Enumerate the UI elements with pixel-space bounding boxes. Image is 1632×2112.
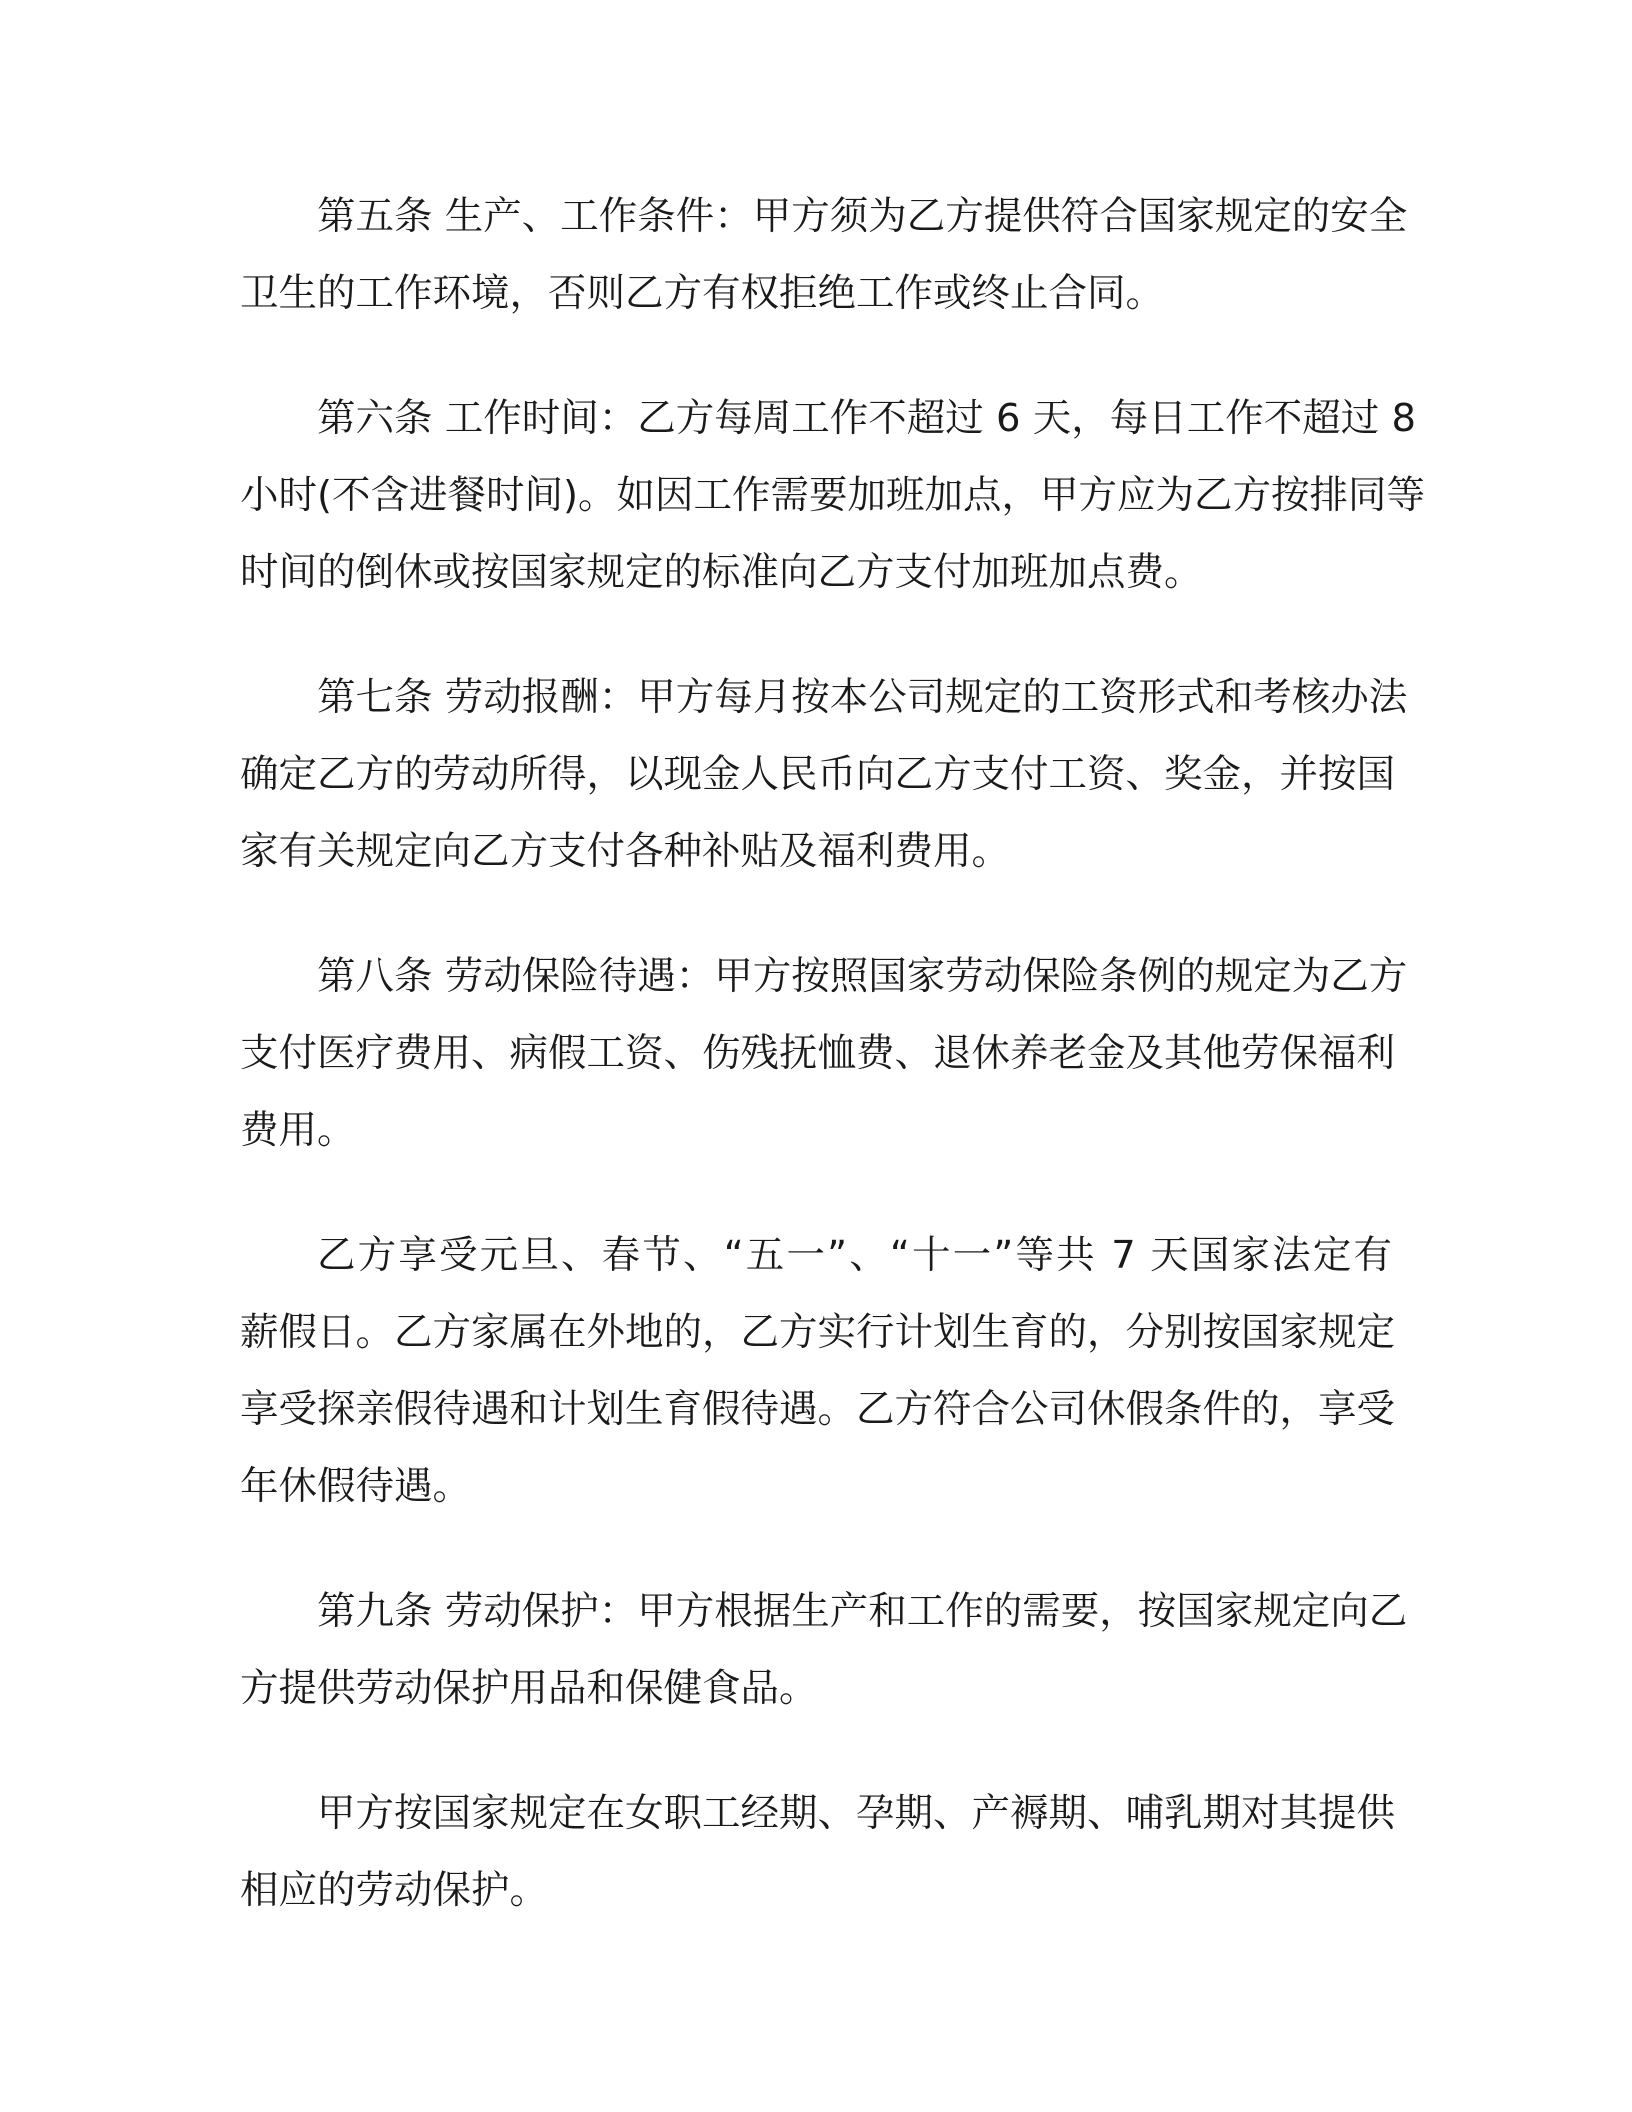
paragraph-article-9 <box>240 1573 1408 1727</box>
text-line: 甲方按国家规定在女职工经期、孕期、产褥期、哺乳期对其提供 <box>317 1791 1396 1836</box>
text-line: 支付医疗费用、病假工资、伤残抚恤费、退休养老金及其他劳保福利 <box>240 1031 1396 1076</box>
text-line: 第八条 劳动保险待遇：甲方按照国家劳动保险条例的规定为乙方 <box>317 954 1408 999</box>
text-line: 卫生的工作环境，否则乙方有权拒绝工作或终止合同。 <box>240 271 1165 316</box>
text-line: 薪假日。乙方家属在外地的，乙方实行计划生育的，分别按国家规定 <box>240 1310 1396 1355</box>
paragraph-holidays <box>240 1217 1396 1525</box>
document-page <box>240 178 1426 1977</box>
text-line: 费用。 <box>240 1108 356 1153</box>
text-line: 享受探亲假待遇和计划生育假待遇。乙方符合公司休假条件的，享受 <box>240 1387 1396 1432</box>
text-line: 乙方享受元旦、春节、“五一”、“十一”等共 7 天国家法定有 <box>317 1233 1392 1278</box>
text-line: 小时(不含进餐时间)。如因工作需要加班加点，甲方应为乙方按排同等 <box>240 473 1426 518</box>
text-line: 家有关规定向乙方支付各种补贴及福利费用。 <box>240 829 1011 874</box>
paragraph-article-6 <box>240 380 1426 611</box>
paragraph-female-protection <box>240 1775 1396 1929</box>
text-line: 年休假待遇。 <box>240 1464 472 1509</box>
text-line: 第五条 生产、工作条件：甲方须为乙方提供符合国家规定的安全 <box>317 194 1408 239</box>
text-line: 时间的倒休或按国家规定的标准向乙方支付加班加点费。 <box>240 550 1203 595</box>
text-line: 第九条 劳动保护：甲方根据生产和工作的需要，按国家规定向乙 <box>317 1589 1408 1634</box>
text-line: 第六条 工作时间：乙方每周工作不超过 6 天，每日工作不超过 8 <box>317 396 1416 441</box>
text-line: 第七条 劳动报酬：甲方每月按本公司规定的工资形式和考核办法 <box>317 675 1408 720</box>
paragraph-article-8 <box>240 938 1408 1169</box>
paragraph-article-5 <box>240 178 1408 332</box>
text-line: 方提供劳动保护用品和保健食品。 <box>240 1666 818 1711</box>
text-line: 确定乙方的劳动所得，以现金人民币向乙方支付工资、奖金，并按国 <box>240 752 1396 797</box>
paragraph-article-7 <box>240 659 1408 890</box>
text-line: 相应的劳动保护。 <box>240 1868 549 1913</box>
